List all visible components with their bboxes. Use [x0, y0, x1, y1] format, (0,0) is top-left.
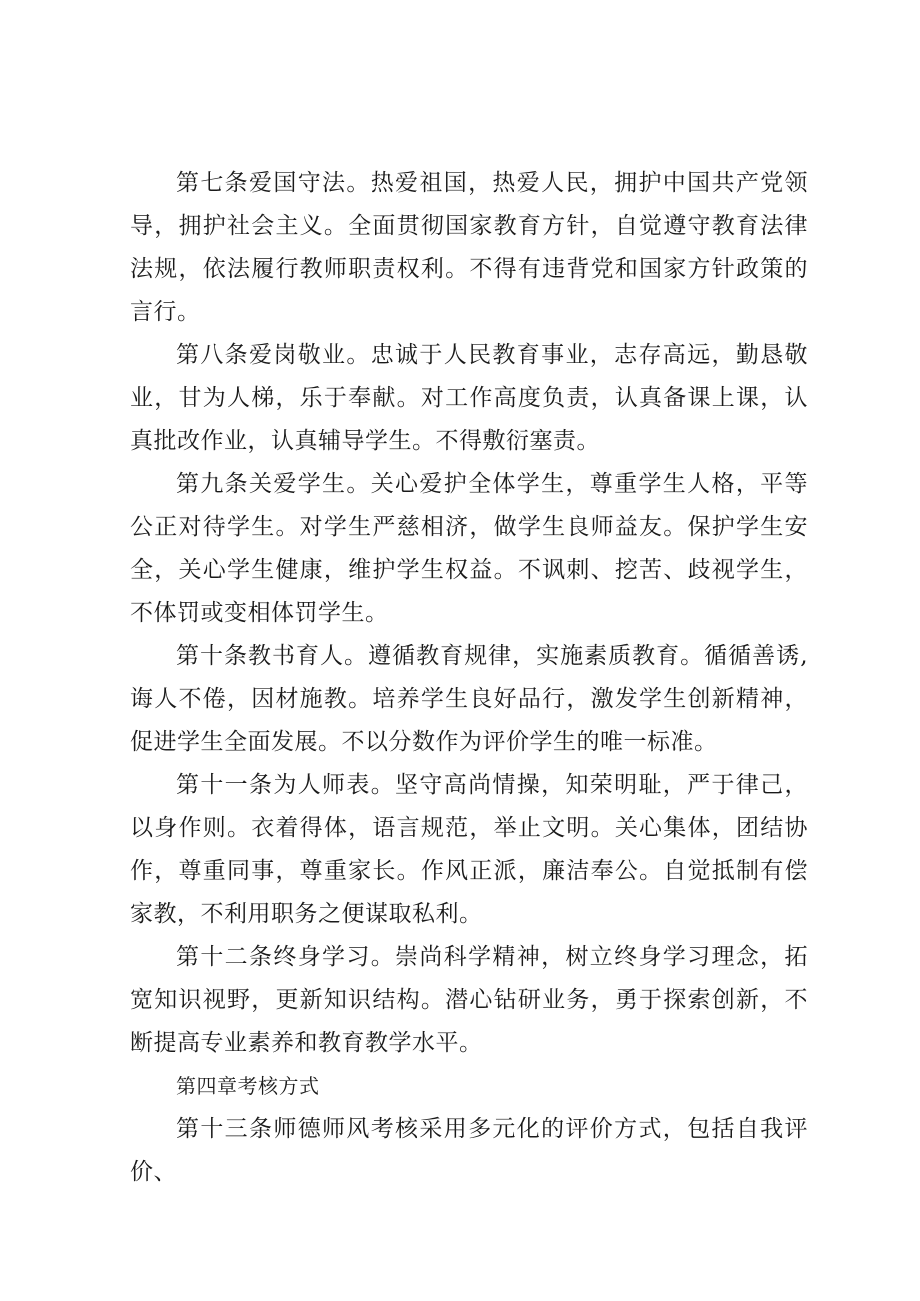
article-10-paragraph: 第十条教书育人。遵循教育规律，实施素质教育。循循善诱,诲人不倦，因材施教。培养学生良好品行，激发学生创新精神，促进学生全面发展。不以分数作为评价学生的唯一标准。	[130, 643, 808, 755]
chapter-heading: 第四章考核方式	[176, 1074, 320, 1098]
article-7-paragraph: 第七条爱国守法。热爱祖国，热爱人民，拥护中国共产党领导，拥护社会主义。全面贯彻国家教育方针，自觉遵守教育法律法规，依法履行教师职责权利。不得有违背党和国家方针政策的言行。	[130, 170, 808, 325]
article-9-paragraph: 第九条关爱学生。关心爱护全体学生，尊重学生人格，平等公正对待学生。对学生严慈相济，做学生良师益友。保护学生安全，关心学生健康，维护学生权益。不讽刺、挖苦、歧视学生，不体罚或变相体罚学生。	[130, 471, 808, 626]
article-13-paragraph: 第十三条师德师风考核采用多元化的评价方式，包括自我评价、	[130, 1116, 808, 1185]
article-8-paragraph: 第八条爱岗敬业。忠诚于人民教育事业，志存高远，勤恳敬业，甘为人梯，乐于奉献。对工作高度负责，认真备课上课，认真批改作业，认真辅导学生。不得敷衍塞责。	[130, 342, 808, 454]
article-12-paragraph: 第十二条终身学习。崇尚科学精神，树立终身学习理念，拓宽知识视野，更新知识结构。潜心钻研业务，勇于探索创新，不断提高专业素养和教育教学水平。	[130, 944, 808, 1056]
article-11-paragraph: 第十一条为人师表。坚守高尚情操，知荣明耻，严于律己，以身作则。衣着得体，语言规范，举止文明。关心集体，团结协作，尊重同事，尊重家长。作风正派，廉洁奉公。自觉抵制有偿家教，不利用职务之便谋取私利。	[130, 772, 808, 927]
